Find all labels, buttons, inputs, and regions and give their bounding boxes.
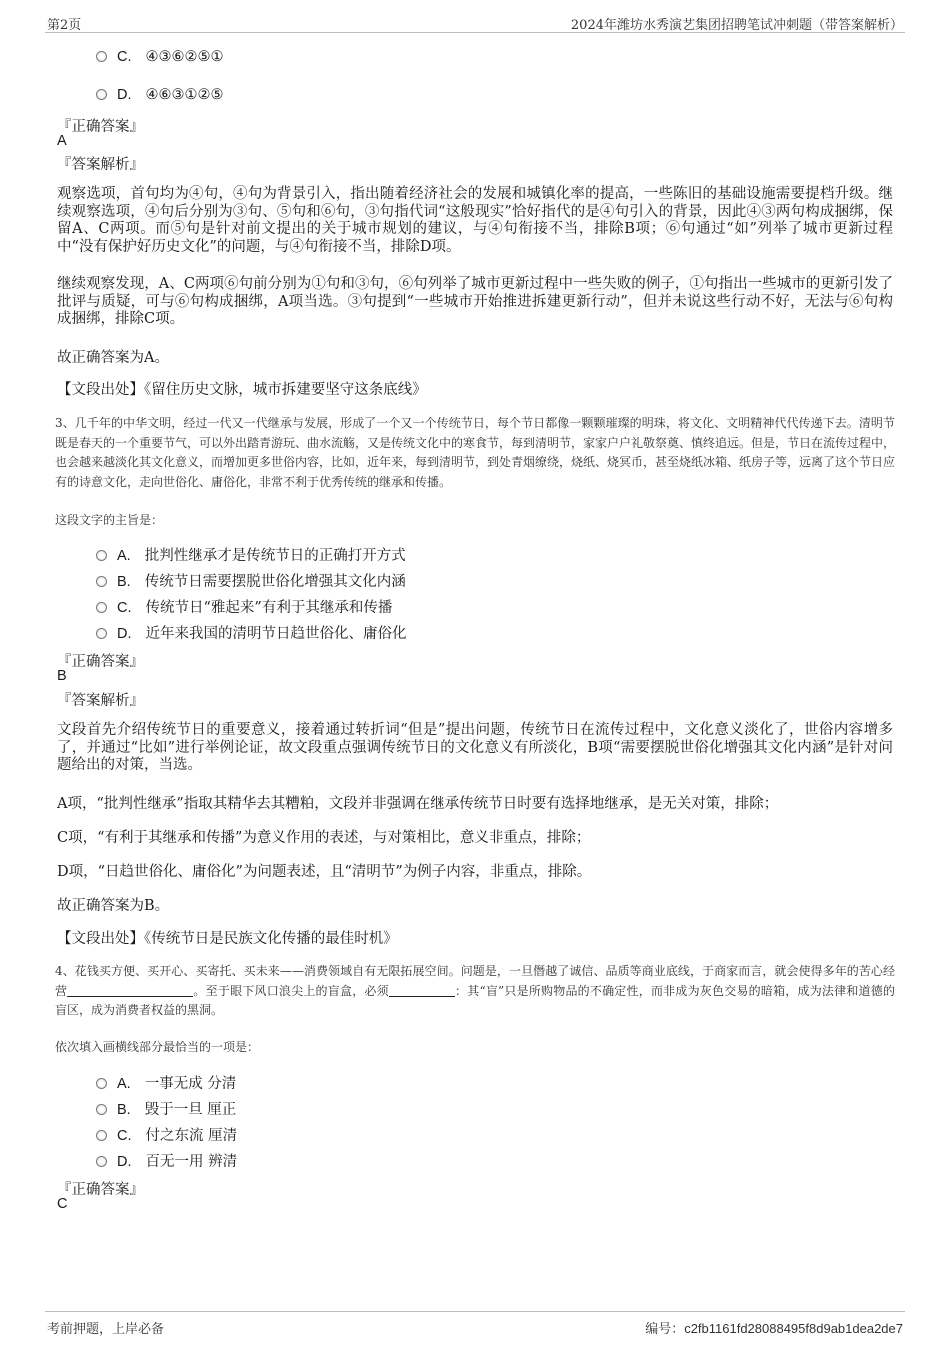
q3-answer-label: 『正确答案』 bbox=[57, 654, 144, 670]
fill-blank-2[interactable] bbox=[389, 984, 455, 997]
q3-analysis-option-c: C项，“有利于其继承和传播”为意义作用的表述，与对策相比，意义非重点，排除； bbox=[57, 830, 591, 846]
q3-stem: 3、几千年的中华文明，经过一代又一代继承与发展，形成了一个又一个传统节日，每个节日都像一颗颗璀璨的明珠，将文化、文明精神代代传递下去。清明节既是春天的一个重要节气，可以外出踏青游玩、曲水流觞，又是传统文化中的寒食节，每到清明节，家家户户礼敬祭奠、慎终追远。但是，节日在流传过程中，也会越来越淡化其文化意义，而增加更多世俗内容，比如，近年来，每到清明节，到处青烟缭绕，烧纸、烧冥币，甚至烧纸冰箱、纸房子等，远离了这个节日应有的诗意文化，走向世俗化、庸俗化，非常不利于优秀传统的继承和传播。 bbox=[55, 416, 896, 489]
q2-source: 【文段出处】《留住历史文脉，城市拆建要坚守这条底线》 bbox=[57, 382, 427, 398]
fill-blank-1[interactable] bbox=[67, 984, 193, 997]
q3-analysis-paragraph-1: 文段首先介绍传统节日的重要意义，接着通过转折词“但是”提出问题，传统节日在流传过程中，文化意义淡化了，世俗内容增多了，并通过“比如”进行举例论证，故文段重点强调传统节日的文化意义有所淡化，B项“需要摆脱世俗化增强其文化内涵”是针对问题给出的对策，当选。 bbox=[57, 722, 893, 773]
radio-icon[interactable] bbox=[96, 602, 107, 613]
radio-icon[interactable] bbox=[96, 1078, 107, 1089]
q3-conclusion: 故正确答案为B。 bbox=[57, 898, 170, 914]
radio-icon[interactable] bbox=[96, 550, 107, 561]
q2-answer-label: 『正确答案』 bbox=[57, 119, 144, 135]
q3-option-c[interactable]: C. 传统节日“雅起来”有利于其继承和传播 bbox=[96, 596, 392, 616]
q4-prompt: 依次填入画横线部分最恰当的一项是： bbox=[55, 1040, 260, 1054]
document-code: 编号：c2fb1161fd28088495f8d9ab1dea2de7 bbox=[645, 1321, 903, 1336]
q4-option-a[interactable]: A. 一事无成 分清 bbox=[96, 1072, 236, 1092]
radio-icon[interactable] bbox=[96, 576, 107, 587]
page-header bbox=[45, 10, 905, 33]
radio-icon[interactable] bbox=[96, 89, 107, 100]
q2-analysis-label: 『答案解析』 bbox=[57, 157, 144, 173]
radio-icon[interactable] bbox=[96, 628, 107, 639]
q4-answer-label: 『正确答案』 bbox=[57, 1182, 144, 1198]
page-number: 第2页 bbox=[47, 18, 82, 33]
radio-icon[interactable] bbox=[96, 1104, 107, 1115]
q3-option-a[interactable]: A. 批判性继承才是传统节日的正确打开方式 bbox=[96, 544, 406, 564]
q2-answer: A bbox=[57, 133, 67, 149]
radio-icon[interactable] bbox=[96, 1156, 107, 1167]
q4-option-c[interactable]: C. 付之东流 厘清 bbox=[96, 1124, 237, 1144]
radio-icon[interactable] bbox=[96, 51, 107, 62]
q3-option-b[interactable]: B. 传统节日需要摆脱世俗化增强其文化内涵 bbox=[96, 570, 406, 590]
q3-analysis-option-a: A项，“批判性继承”指取其精华去其糟粕，文段并非强调在继承传统节日时要有选择地继承，是无关对策，排除； bbox=[57, 796, 779, 812]
q3-analysis-label: 『答案解析』 bbox=[57, 693, 144, 709]
q2-analysis-paragraph-2: 继续观察发现，A、C两项⑥句前分别为①句和③句，⑥句列举了城市更新过程中一些失败的例子，①句指出一些城市的更新引发了批评与质疑，可与⑥句构成捆绑，A项当选。③句提到“一些城市开始推进拆建更新行动”，但并未说这些行动不好，无法与⑥句构成捆绑，排除C项。 bbox=[57, 276, 893, 327]
q3-answer: B bbox=[57, 668, 67, 684]
footer-slogan: 考前押题，上岸必备 bbox=[47, 1322, 165, 1337]
q3-source: 【文段出处】《传统节日是民族文化传播的最佳时机》 bbox=[57, 931, 398, 947]
q3-prompt: 这段文字的主旨是： bbox=[55, 513, 164, 527]
document-title: 2024年潍坊水秀演艺集团招聘笔试冲刺题（带答案解析） bbox=[570, 18, 903, 33]
q3-analysis-option-d: D项，“日趋世俗化、庸俗化”为问题表述，且“清明节”为例子内容，非重点，排除。 bbox=[57, 864, 592, 880]
q2-option-d[interactable]: D. ④⑥③①②⑤ bbox=[96, 87, 224, 107]
q4-stem: 4、花钱买方便、买开心、买寄托、买未来——消费领域自有无限拓展空间。问题是，一旦僭越了诚信、品质等商业底线，于商家而言，就会使得多年的苦心经营 。至于眼下风口浪尖上的盲盒，必须 ：其“盲”只是所购物品的不确定性，而非成为灰色交易的暗箱，成为法律和道德的盲区，成为消费者权益的黑洞。 bbox=[55, 964, 895, 1017]
q4-option-b[interactable]: B. 毁于一旦 厘正 bbox=[96, 1098, 236, 1118]
q3-option-d[interactable]: D. 近年来我国的清明节日趋世俗化、庸俗化 bbox=[96, 622, 407, 642]
q4-option-d[interactable]: D. 百无一用 辨清 bbox=[96, 1150, 237, 1170]
q2-option-c[interactable]: C. ④③⑥②⑤① bbox=[96, 49, 224, 69]
q4-answer: C bbox=[57, 1196, 68, 1212]
q2-analysis-paragraph-1: 观察选项，首句均为④句，④句为背景引入，指出随着经济社会的发展和城镇化率的提高，一些陈旧的基础设施需要提档升级。继续观察选项，④句后分别为③句、⑤句和⑥句，③句指代词“这般现实”恰好指代的是④句引入的背景，因此④③两句构成捆绑，保留A、C两项。而⑤句是针对前文提出的关于城市规划的建议，与④句衔接不当，排除B项；⑥句通过“如”列举了城市更新过程中“没有保护好历史文化”的问题，与④句衔接不当，排除D项。 bbox=[57, 186, 893, 255]
page-footer bbox=[45, 1311, 905, 1338]
q2-conclusion: 故正确答案为A。 bbox=[57, 350, 169, 366]
radio-icon[interactable] bbox=[96, 1130, 107, 1141]
